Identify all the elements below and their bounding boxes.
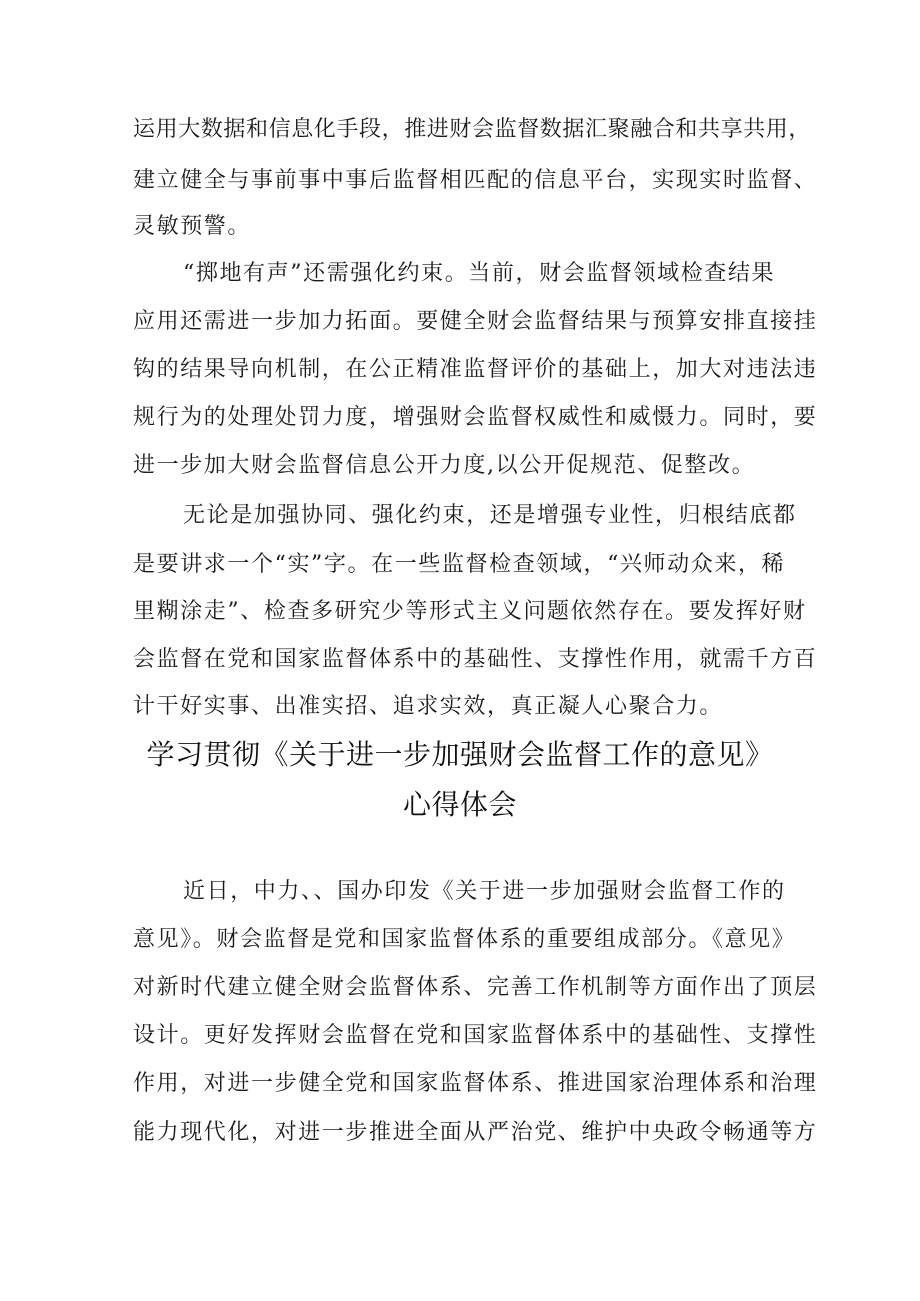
paragraph-4-line: 能力现代化，对进一步推进全面从严治党、维护中央政令畅通等方: [133, 1120, 818, 1145]
paragraph-4-line: 对新时代建立健全财会监督体系、完善工作机制等方面作出了顶层: [133, 975, 818, 1000]
paragraph-4-line: 意见》。财会监督是党和国家监督体系的重要组成部分。《意见》: [133, 927, 796, 952]
paragraph-2-line: 规行为的处理处罚力度，增强财会监督权威性和威慑力。同时，要: [133, 405, 818, 430]
paragraph-2-line: 进一步加大财会监督信息公开力度,以公开促规范、促整改。: [133, 453, 756, 478]
article-subtitle: 心得体会: [402, 788, 517, 821]
paragraph-1-line: 灵敏预警。: [133, 214, 252, 239]
paragraph-4-line: 设计。更好发挥财会监督在党和国家监督体系中的基础性、支撑性: [133, 1023, 818, 1048]
paragraph-2-line: 应用还需进一步加力拓面。要健全财会监督结果与预算安排直接挂: [133, 309, 818, 334]
paragraph-2-line: “掷地有声”还需强化约束。当前，财会监督领域检查结果: [183, 261, 776, 286]
paragraph-1-line: 运用大数据和信息化手段，推进财会监督数据汇聚融合和共享共用，: [133, 117, 812, 142]
paragraph-3-line: 计干好实事、出准实招、追求实效，真正凝人心聚合力。: [133, 694, 724, 719]
paragraph-2-line: 钩的结果导向机制，在公正精准监督评价的基础上，加大对违法违: [133, 357, 818, 382]
paragraph-1-line: 建立健全与事前事中事后监督相匹配的信息平台，实现实时监督、: [133, 168, 818, 193]
paragraph-3-line: 无论是加强协同、强化约束，还是增强专业性，归根结底都: [183, 503, 797, 528]
paragraph-3-line: 是要讲求一个“实”字。在一些监督检查领域，“兴师动众来，稀: [133, 552, 786, 577]
paragraph-4-line: 作用，对进一步健全党和国家监督体系、推进国家治理体系和治理: [133, 1071, 818, 1096]
paragraph-3-line: 里糊涂走”、检查多研究少等形式主义问题依然存在。要发挥好财: [133, 599, 807, 624]
paragraph-3-line: 会监督在党和国家监督体系中的基础性、支撑性作用，就需千方百: [133, 647, 818, 672]
article-title: 学习贯彻《关于进一步加强财会监督工作的意见》: [146, 738, 774, 771]
paragraph-4-line: 近日，中力、、国办印发《关于进一步加强财会监督工作的: [183, 879, 786, 904]
